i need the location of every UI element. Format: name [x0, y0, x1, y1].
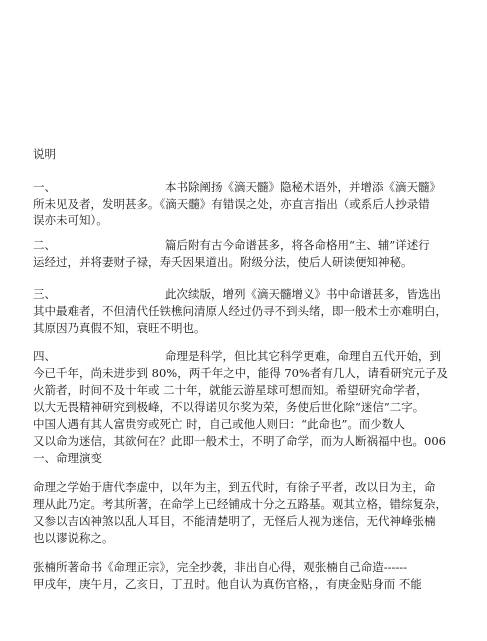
section-2-line-1 — [33, 238, 461, 252]
section-4-line-6: 又以命为迷信，其欲何在？此即一般术士，不明了命学，而为人断祸福中也。006 — [33, 434, 446, 448]
section-3-number: 三、 — [33, 287, 56, 301]
paragraph-5-line-2: 理从此乃定。考其所著，在命学上已经铺成十分之五路基。观其立格，错综复杂， — [33, 497, 447, 511]
paragraph-5-line-1: 命理之学始于唐代李虚中，以年为主，到五代时，有徐子平者，改以日为主，命 — [33, 480, 436, 494]
subheading-mingli-yanbian: 一、命理演变 — [33, 451, 102, 465]
section-3-line-3: 其原因乃真假不知，衰旺不明也。 — [33, 321, 206, 335]
section-4-line-1 — [33, 349, 461, 363]
section-4-line-4: 以大无畏精神研究到极峰，不以得诺贝尔奖为荣，务使后世化除“迷信”二字。 — [33, 400, 425, 414]
section-4-line-3: 火箭者，时间不及十年或 二十年，就能云游星球可想而知。希望研究命学者， — [33, 383, 428, 397]
section-1-number: 一、 — [33, 180, 56, 194]
section-1-line-2: 所未见及者，发明甚多。《滴天髓》有错误之处，亦直言指出（或系后人抄录错 — [33, 197, 430, 211]
paragraph-6-line-2: 甲戌年，庚午月，乙亥日，丁丑时。他自认为真伤官格，，有庚金贴身而 不能 — [33, 577, 422, 591]
section-3-line-2: 其中最难者，不但清代任铁樵问清原人经过仍寻不到头绪，即一般术士亦难明白， — [33, 304, 447, 318]
section-2-number: 二、 — [33, 238, 56, 252]
paragraph-5-line-4: 也以谬说称之。 — [33, 531, 114, 545]
section-1-line-1 — [33, 180, 461, 194]
paragraph-5-line-3: 又参以吉凶神煞以乱人耳目，不能清楚明了，无怪后人视为迷信，无代神峰张楠 — [33, 514, 436, 528]
section-3-text-1: 此次续版，增列《滴天髓增义》书中命谱甚多，皆选出 — [165, 287, 441, 301]
section-2-line-2: 运经过，并将妻财子禄，寿夭因果道出。附级分法，使后人研读便知神秘。 — [33, 255, 413, 269]
section-4-line-2: 今已千年，尚未进步到 80%，两千年之中，能得 70%者有几人，请看研究元子及 — [33, 366, 448, 380]
section-1-text-1: 本书除阐扬《滴天髓》隐秘术语外，并增添《滴天髓》 — [165, 180, 441, 194]
heading-shuoming: 说明 — [33, 147, 56, 161]
section-2-text-1: 篇后附有古今命谱甚多，将各命格用“主、辅”详述行 — [165, 238, 430, 252]
section-4-number: 四、 — [33, 349, 56, 363]
section-4-line-5: 中国人遇有其人富贵穷或死亡 时，自己或他人则曰：“此命也”。而少数人 — [33, 417, 405, 431]
section-4-text-1: 命理是科学，但比其它科学更难，命理自五代开始，到 — [165, 349, 441, 363]
section-3-line-1 — [33, 287, 461, 301]
section-1-line-3: 误亦未可知）。 — [33, 213, 108, 227]
paragraph-6-line-1: 张楠所著命书《命理正宗》，完全抄袭，非出自心得，观张楠自己命造------ — [33, 560, 408, 574]
